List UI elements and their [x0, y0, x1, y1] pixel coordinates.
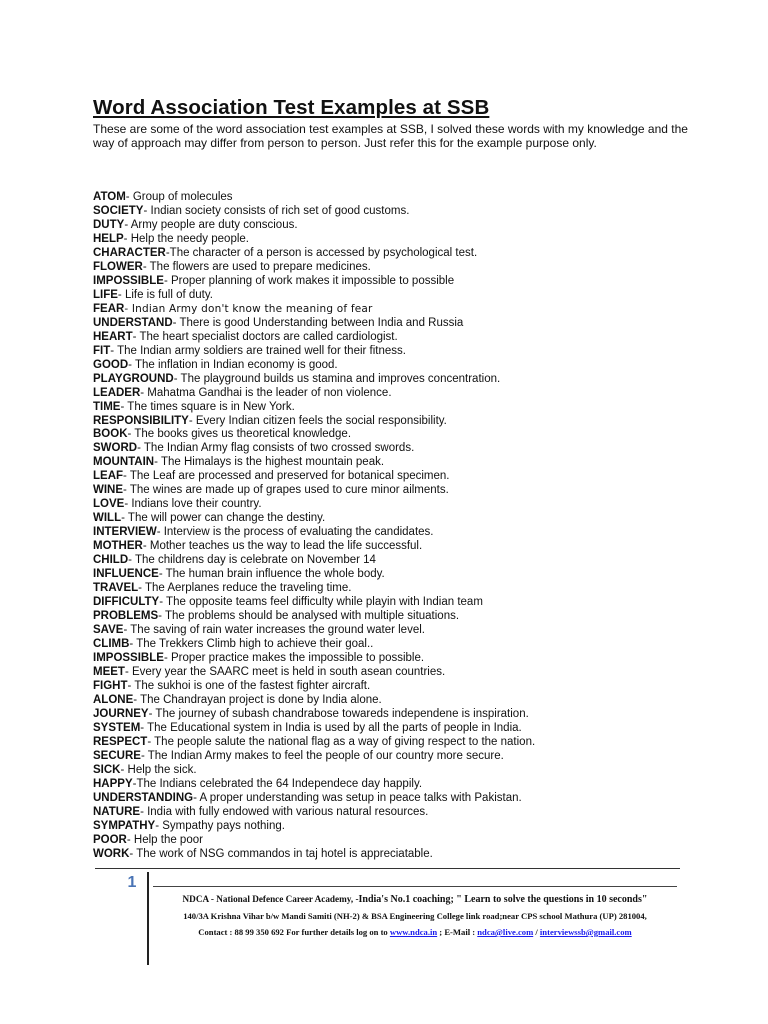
footer-contact-line: [153, 927, 677, 937]
word-entry: [93, 331, 693, 345]
entry-word: NATURE: [93, 805, 141, 818]
entry-sentence: - India with fully endowed with various natural resources.: [140, 805, 429, 818]
entry-word: TRAVEL: [93, 582, 139, 595]
entry-sentence: - The heart specialist doctors are called cardiologist.: [132, 330, 398, 343]
entry-word: PLAYGROUND: [93, 372, 174, 385]
entry-sentence: - A proper understanding was setup in peace talks with Pakistan.: [193, 791, 522, 804]
entry-word: LEADER: [93, 386, 141, 399]
entry-word: SYMPATHY: [93, 819, 156, 832]
entry-sentence: - The wines are made up of grapes used to cure minor ailments.: [123, 484, 449, 497]
entry-sentence: - Indians love their country.: [124, 498, 262, 511]
word-entry: [93, 624, 693, 638]
entry-sentence: - The Indian army soldiers are trained well for their fitness.: [110, 344, 406, 357]
word-entry: [93, 806, 693, 820]
footer-divider: [95, 868, 680, 869]
entry-sentence: - Every Indian citizen feels the social responsibility.: [188, 414, 447, 427]
entry-word: FIT: [93, 344, 111, 357]
entry-word: RESPECT: [93, 735, 148, 748]
word-entry: [93, 456, 693, 470]
entry-sentence: - The problems should be analysed with multiple situations.: [158, 610, 460, 623]
entry-word: DIFFICULTY: [93, 596, 160, 609]
entry-sentence: - Mother teaches us the way to lead the life successful.: [142, 540, 423, 553]
entry-word: SWORD: [93, 442, 138, 455]
entry-word: INTERVIEW: [93, 526, 157, 539]
entry-sentence: - The work of NSG commandos in taj hotel is appreciatable.: [129, 847, 433, 860]
entry-sentence: - The Trekkers Climb high to achieve their goal..: [129, 638, 374, 650]
word-entry: [93, 289, 693, 303]
word-entry: [93, 834, 693, 848]
entry-sentence: - The Indian Army makes to feel the people of our country more secure.: [140, 749, 504, 762]
entry-sentence: - The flowers are used to prepare medicines.: [142, 260, 371, 273]
entry-sentence: - Indian society consists of rich set of good customs.: [143, 204, 410, 217]
entry-word: WILL: [93, 512, 122, 525]
word-entry: [93, 470, 693, 484]
word-entry: [93, 680, 693, 694]
footer-vertical-rule: [147, 872, 149, 965]
word-entry: [93, 275, 693, 289]
entry-word: HAPPY: [93, 777, 133, 790]
word-entry: [93, 610, 693, 624]
word-entry: [93, 652, 693, 666]
word-entry: [93, 373, 693, 387]
entry-word: SICK: [93, 763, 121, 776]
entry-sentence: -The character of a person is accessed by psychological test.: [165, 246, 478, 259]
word-entry: [93, 205, 693, 219]
word-entry: [93, 722, 693, 736]
entry-sentence: - There is good Understanding between India and Russia: [172, 316, 464, 329]
word-entry: [93, 219, 693, 233]
entry-word: IMPOSSIBLE: [93, 651, 164, 664]
entry-word: LEAF: [93, 470, 124, 483]
entry-word: SOCIETY: [93, 204, 144, 217]
entry-word: SECURE: [93, 749, 141, 762]
entry-sentence: - Army people are duty conscious.: [124, 218, 298, 231]
word-entry: [93, 233, 693, 247]
footer-academy-line: [153, 894, 677, 905]
entry-sentence: - The inflation in Indian economy is good.: [128, 358, 338, 371]
entry-word: PROBLEMS: [93, 610, 159, 623]
word-entry: [93, 415, 693, 429]
word-entry: [93, 820, 693, 834]
entry-sentence: - The childrens day is celebrate on November 14: [128, 554, 376, 567]
entry-word: TIME: [93, 400, 121, 413]
word-entry: [93, 498, 693, 512]
word-entry: [93, 764, 693, 778]
entry-word: WORK: [93, 847, 130, 860]
entry-word: MEET: [93, 665, 125, 678]
entry-sentence: - Help the poor: [126, 833, 203, 846]
entry-word: MOUNTAIN: [93, 456, 155, 469]
entry-word: POOR: [93, 833, 127, 846]
page-number: 1: [127, 874, 137, 891]
footer-tagline: India's No.1 coaching; " Learn to solve the questions in 10 seconds": [358, 894, 648, 905]
word-entry: [93, 303, 693, 317]
word-entry: [93, 387, 693, 401]
entry-sentence: - The Leaf are processed and preserved for botanical specimen.: [123, 470, 450, 483]
word-entry: [93, 442, 693, 456]
entry-word: BOOK: [93, 428, 128, 441]
page-title: Word Association Test Examples at SSB: [93, 96, 490, 119]
entry-sentence: - The Himalays is the highest mountain peak.: [154, 456, 385, 469]
word-entry: [93, 778, 693, 792]
entry-word: FIGHT: [93, 679, 128, 692]
word-entry: [93, 317, 693, 331]
entry-sentence: - Mahatma Gandhai is the leader of non violence.: [140, 386, 392, 399]
entry-word: CHARACTER: [93, 246, 166, 259]
word-entry: [93, 582, 693, 596]
word-entry: [93, 554, 693, 568]
entry-word: MOTHER: [93, 540, 143, 553]
footer-academy-name: NDCA - National Defence Career Academy, -: [182, 894, 359, 904]
entry-word: ALONE: [93, 693, 134, 706]
entry-word: ATOM: [93, 191, 126, 203]
entry-word: FEAR: [93, 302, 125, 315]
word-entry: [93, 750, 693, 764]
entry-sentence: - The times square is in New York.: [120, 400, 295, 413]
entry-word: CHILD: [93, 554, 129, 567]
word-entry: [93, 428, 693, 442]
entry-sentence: - The people salute the national flag as a way of giving respect to the nation.: [147, 735, 536, 748]
word-entry: [93, 666, 693, 680]
entry-sentence: - The sukhoi is one of the fastest fighter aircraft.: [127, 679, 371, 692]
entry-sentence: - Indian Army don't know the meaning of fear: [124, 302, 373, 315]
entry-sentence: - The saving of rain water increases the ground water level.: [123, 624, 425, 637]
footer-contact-text: Contact : 88 99 350 692 For further details log on to: [198, 927, 390, 937]
word-association-list: [93, 191, 693, 862]
entry-word: SAVE: [93, 624, 124, 637]
entry-sentence: - Proper practice makes the impossible to possible.: [163, 651, 425, 664]
footer-inner-divider: [153, 886, 677, 887]
word-entry: [93, 345, 693, 359]
word-entry: [93, 247, 693, 261]
word-entry: [93, 596, 693, 610]
entry-sentence: - The Aerplanes reduce the traveling time.: [138, 582, 352, 595]
entry-sentence: - Help the sick.: [120, 763, 197, 776]
entry-sentence: - Proper planning of work makes it impossible to possible: [163, 274, 455, 287]
email-link-interviewssb[interactable]: interviewssb@gmail.com: [539, 927, 632, 937]
entry-word: FLOWER: [93, 260, 143, 273]
entry-sentence: - Help the needy people.: [123, 232, 249, 245]
entry-word: UNDERSTANDING: [93, 791, 194, 804]
word-entry: [93, 792, 693, 806]
word-entry: [93, 694, 693, 708]
word-entry: [93, 261, 693, 275]
entry-word: HEART: [93, 330, 133, 343]
entry-sentence: - The playground builds us stamina and improves concentration.: [173, 372, 501, 385]
entry-sentence: - Life is full of duty.: [117, 288, 213, 301]
entry-word: DUTY: [93, 218, 125, 231]
entry-word: IMPOSSIBLE: [93, 274, 164, 287]
entry-word: LOVE: [93, 498, 125, 511]
entry-word: JOURNEY: [93, 707, 149, 720]
word-entry: [93, 526, 693, 540]
entry-word: LIFE: [93, 288, 118, 301]
entry-sentence: - Every year the SAARC meet is held in south asean countries.: [124, 665, 446, 678]
entry-sentence: - The journey of subash chandrabose towareds independene is inspiration.: [148, 707, 529, 720]
entry-sentence: - The Indian Army flag consists of two crossed swords.: [137, 442, 415, 455]
intro-paragraph: These are some of the word association test examples at SSB, I solved these words with my knowledge and the way of approach may differ from person to person. Just refer this for the example purpose only.: [93, 122, 688, 150]
word-entry: [93, 568, 693, 582]
website-link[interactable]: www.ndca.in: [389, 927, 438, 937]
entry-sentence: - The human brain influence the whole body.: [158, 568, 385, 581]
entry-sentence: - The Chandrayan project is done by India alone.: [133, 693, 382, 706]
footer-email-separator: /: [533, 927, 540, 937]
entry-sentence: - The will power can change the destiny.: [121, 512, 326, 525]
entry-sentence: - The Educational system in India is used by all the parts of people in India.: [140, 721, 522, 734]
footer-address: 140/3A Krishna Vihar b/w Mandi Samiti (NH-2) & BSA Engineering College link road;near CPS school Mathura (UP) 281004,: [183, 911, 647, 921]
entry-word: GOOD: [93, 358, 129, 371]
entry-sentence: - The opposite teams feel difficulty while playin with Indian team: [159, 596, 483, 609]
word-entry: [93, 401, 693, 415]
entry-word: HELP: [93, 232, 124, 245]
entry-word: CLIMB: [93, 638, 130, 650]
entry-word: SYSTEM: [93, 721, 141, 734]
word-entry: [93, 359, 693, 373]
email-link-ndca[interactable]: ndca@live.com: [477, 927, 534, 937]
word-entry: [93, 638, 693, 652]
entry-sentence: - Interview is the process of evaluating the candidates.: [156, 526, 434, 539]
word-entry: [93, 191, 693, 205]
entry-sentence: - Group of molecules: [125, 191, 233, 203]
word-entry: [93, 540, 693, 554]
word-entry: [93, 484, 693, 498]
entry-sentence: - The books gives us theoretical knowledge.: [127, 428, 352, 441]
entry-word: INFLUENCE: [93, 568, 159, 581]
word-entry: [93, 736, 693, 750]
entry-word: WINE: [93, 484, 124, 497]
entry-word: UNDERSTAND: [93, 316, 173, 329]
entry-word: RESPONSIBILITY: [93, 414, 189, 427]
word-entry: [93, 512, 693, 526]
entry-sentence: -The Indians celebrated the 64 Independece day happily.: [132, 777, 423, 790]
word-entry: [93, 848, 693, 862]
footer-email-label: ; E-Mail :: [437, 927, 478, 937]
entry-sentence: - Sympathy pays nothing.: [155, 819, 285, 832]
word-entry: [93, 708, 693, 722]
